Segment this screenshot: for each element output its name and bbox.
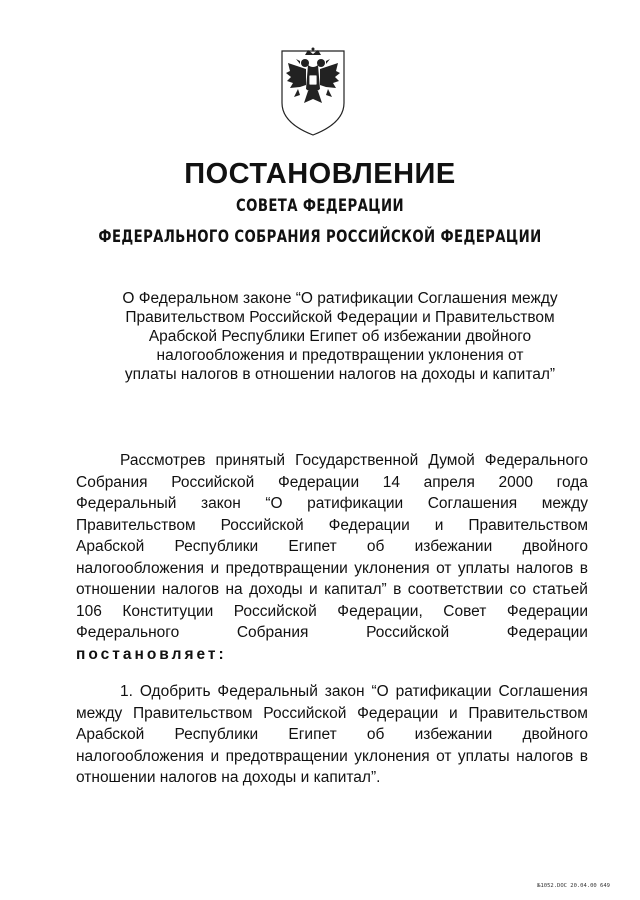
word: налогообложения xyxy=(76,747,205,765)
paragraph-line xyxy=(76,493,588,515)
word: Рассмотрев xyxy=(120,452,206,469)
word: и xyxy=(210,559,220,577)
word: на xyxy=(225,581,243,598)
word: “О xyxy=(371,683,389,700)
word: Конституции xyxy=(122,602,214,620)
word: статьей xyxy=(532,581,588,598)
word: налогов xyxy=(516,747,574,765)
word: Соглашения xyxy=(498,683,588,700)
word: Египет xyxy=(288,538,337,555)
word: закон xyxy=(324,683,365,700)
word: налогообложения xyxy=(76,559,205,577)
word: отношении xyxy=(76,581,156,598)
word: от xyxy=(436,747,452,765)
word: двойного xyxy=(522,538,588,555)
word: налогов xyxy=(516,559,574,577)
word: Российской xyxy=(366,624,450,641)
word: Федерального xyxy=(76,624,180,641)
paragraph-line xyxy=(76,579,588,601)
paragraph-line xyxy=(76,472,588,494)
word: в xyxy=(579,559,588,577)
word: Одобрить xyxy=(139,683,211,700)
word: Совет xyxy=(443,602,487,620)
paragraph-line xyxy=(76,558,588,580)
word: соответствии xyxy=(407,581,504,598)
word: уклонения xyxy=(354,747,430,765)
preamble-paragraph xyxy=(76,450,588,665)
law-title-line: налогообложения и предотвращении уклонения от xyxy=(156,347,524,364)
paragraph-line xyxy=(76,724,588,746)
word: капитал” xyxy=(324,581,387,598)
word: 1. xyxy=(120,683,133,700)
word: в xyxy=(393,581,402,598)
word: Российской xyxy=(220,516,304,534)
law-title-line: Правительством Российской Федерации и Правительством xyxy=(125,309,555,326)
word: Федерации xyxy=(357,704,439,722)
word: Собрания xyxy=(76,473,148,491)
paragraph-line xyxy=(76,601,588,623)
law-title xyxy=(60,289,620,384)
word: двойного xyxy=(522,726,588,743)
word: 106 xyxy=(76,602,102,620)
word: налогов xyxy=(161,581,220,598)
word: избежании xyxy=(414,538,493,555)
clause-1-paragraph xyxy=(76,681,588,789)
word: уплаты xyxy=(457,747,510,765)
word: Соглашения xyxy=(427,495,518,512)
word: между xyxy=(76,704,123,722)
word: об xyxy=(366,726,385,743)
word: Федерации xyxy=(277,473,360,491)
paragraph-line xyxy=(76,681,588,703)
word: ратификации xyxy=(395,683,492,700)
word: 14 xyxy=(382,473,401,491)
word: Собрания xyxy=(236,624,309,641)
footer-reference: №1052.DOC 20.04.00 649 xyxy=(537,883,610,889)
word: Арабской xyxy=(76,538,145,555)
word: Федерации xyxy=(506,602,588,620)
paragraph-line xyxy=(76,450,588,472)
word: Правительством xyxy=(76,516,196,534)
word: Государственной xyxy=(295,452,419,469)
paragraph-line xyxy=(76,515,588,537)
word: закон xyxy=(200,495,241,512)
word: уплаты xyxy=(457,559,510,577)
word: Федерации xyxy=(506,624,588,641)
word: со xyxy=(509,581,527,598)
word: избежании xyxy=(414,726,493,743)
word: предотвращении xyxy=(225,747,348,765)
word: Федерации xyxy=(328,516,410,534)
word: Российской xyxy=(263,704,347,722)
word: апреля xyxy=(423,473,475,491)
word: Правительством xyxy=(132,704,253,722)
word: Думой xyxy=(428,452,475,469)
word: Республики xyxy=(174,538,259,555)
paragraph-line xyxy=(76,622,588,644)
word: Египет xyxy=(288,726,337,743)
word: Правительством xyxy=(468,516,588,534)
document-title: ПОСТАНОВЛЕНИЕ xyxy=(184,158,456,190)
word: Федерации, xyxy=(337,602,423,620)
resolves-word: постановляет: xyxy=(76,645,227,663)
paragraph-line xyxy=(76,536,588,558)
paragraph-line: отношении налогов на доходы и капитал”. xyxy=(76,769,381,786)
word: от xyxy=(436,559,452,577)
word: Федеральный xyxy=(217,683,318,700)
word: года xyxy=(556,473,588,491)
law-title-line: Арабской Республики Египет об избежании двойного xyxy=(148,328,532,345)
word: Федеральный xyxy=(76,495,177,512)
word: об xyxy=(366,538,385,555)
paragraph-line xyxy=(76,746,588,768)
coat-of-arms-icon xyxy=(278,45,348,137)
issuer-line-1: СОВЕТА ФЕДЕРАЦИИ xyxy=(236,196,404,216)
word: “О xyxy=(265,495,283,512)
word: Российской xyxy=(171,473,255,491)
word: Республики xyxy=(174,726,259,743)
word: Арабской xyxy=(76,726,145,743)
word: 2000 xyxy=(498,473,533,491)
word: и xyxy=(210,747,220,765)
word: доходы xyxy=(249,581,303,598)
word: и xyxy=(448,704,458,722)
word: и xyxy=(434,516,444,534)
law-title-line: О Федеральном законе “О ратификации Соглашения между xyxy=(122,290,558,307)
word: уклонения xyxy=(354,559,430,577)
paragraph-line xyxy=(76,703,588,725)
issuer-line-2: ФЕДЕРАЛЬНОГО СОБРАНИЯ РОССИЙСКОЙ ФЕДЕРАЦИИ xyxy=(98,227,542,247)
word: принятый xyxy=(215,452,286,469)
word: Федерального xyxy=(484,452,588,469)
word: предотвращении xyxy=(225,559,348,577)
word: Российской xyxy=(233,602,317,620)
word: ратификации xyxy=(307,495,404,512)
law-title-line: уплаты налогов в отношении налогов на доходы и капитал” xyxy=(124,366,556,383)
word: Правительством xyxy=(468,704,588,722)
word: между xyxy=(541,495,588,512)
word: в xyxy=(579,747,588,765)
word: и xyxy=(309,581,318,598)
